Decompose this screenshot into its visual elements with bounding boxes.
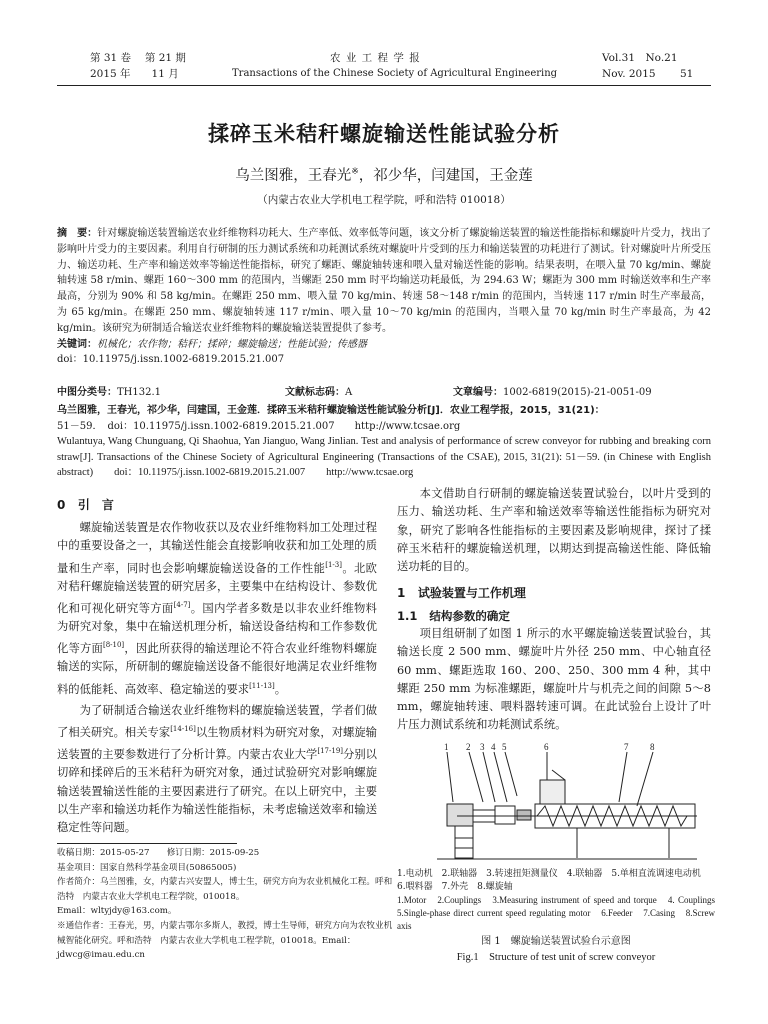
figure-1-diagram [397,740,715,862]
figure-callout-2: 2 [466,742,471,752]
citation-block [57,403,711,481]
header-year-cn: 2015 年 11 月 [90,68,179,80]
header-date-en: Nov. 2015 [602,68,656,80]
citation-en: Wulantuya, Wang Chunguang, Qi Shaohua, Yan Jianguo, Wang Jinlian. Test and analysis of performance of screw conveyor for rubbing and breaking corn straw[J]. Transactions of the Chinese Society of Agricultural Engineering (Transactions of the CSAE), 2015, 31(21): 51－59. (in Chinese with English abstract) doi：10.11975/j.issn.1002-6819.2015.21.007 http://www.tcsae.org [57,436,711,478]
figure-callout-3: 3 [480,742,485,752]
footnote-email: Email：wltyjdy@163.com。 [57,906,177,917]
intro-paragraph-1: 螺旋输送装置是农作物收获以及农业纤维物料加工处理过程中的重要设备之一，其输送性能会直接影响收获和加工处理的质量和生产率，同时也会影响螺旋输送设备的工作性能[1-3]。北欧对秸秆螺旋输送装置的研究居多，主要集中在结构设计、参数优化和可视化研究等方面[4-7]。国内学者多数是以非农业纤维物料为研究对象，集中在输送机理分析，输送设备结构和工作参数优化等方面[8-10]，因此所获得的输送理论不符合农业纤维物料螺旋输送的实际，所研制的螺旋输送设备不能很好地满足农业纤维物料的低能耗、高效率、稳定输送的要求[11-13]。 [57,521,377,696]
header-rule [57,85,711,86]
footnote-author-bio: 作者简介：乌兰图雅，女，内蒙古兴安盟人，博士生，研究方向为农业机械化工程。呼和浩特 内蒙古农业大学机电工程学院，010018。 [57,877,393,902]
article-number: 文章编号：1002-6819(2015)-21-0051-09 [453,387,652,398]
author-list: 乌兰图雅，王春光※，祁少华，闫建国，王金莲 [235,167,533,184]
keywords-label: 关键词： [57,338,97,350]
figure-legend-en: 1.Motor 2.Couplings 3.Measuring instrument of speed and torque 4. Couplings 5.Single-phase direct current speed regulating motor 6.Feeder 7.Casing 8.Screw axis [397,895,725,931]
header-journal-cn: 农 业 工 程 学 报 [330,52,421,64]
figure-callout-1: 1 [444,742,449,752]
figure-caption-en: Fig.1 Structure of test unit of screw conveyor [456,952,656,963]
figure-caption-cn: 图 1 螺旋输送装置试验台示意图 [481,936,631,947]
figure-callout-4: 4 [491,742,496,752]
figure-callout-6: 6 [544,742,549,752]
abstract-label: 摘 要： [57,228,98,239]
figure-legend-cn: 1.电动机 2.联轴器 3.转速扭矩测量仪 4.联轴器 5.单相直流调速电动机 6.喂料器 7.外壳 8.螺旋轴 [397,869,710,892]
section-0-heading: 0 引 言 [57,498,114,512]
clc-line: 中图分类号：TH132.1 [57,387,162,398]
section-1-1-paragraph: 项目组研制了如图 1 所示的水平螺旋输送装置试验台，其输送长度 2 500 mm、螺旋叶片外径 250 mm、中心轴直径 60 mm、螺距选取 160、200、250、300 mm 4 种，其中螺距 250 mm 为标准螺距，螺旋叶片与机壳之间的间隙 5～8 mm，螺旋轴转速、喂料器转速可调。在此试验台上设计了叶片压力测试系统和功耗测试系统。 [397,627,711,732]
header-volume-en: Vol.31 No.21 [602,52,678,64]
citation-cn-2: 51－59． doi：10.11975/j.issn.1002-6819.2015.21.007 http://www.tcsae.org [57,420,461,432]
page-number: 51 [680,68,694,80]
footnote-fund: 基金项目：国家自然科学基金项目(50865005) [57,862,237,873]
section-1-heading: 1 试验装置与工作机理 [397,586,526,600]
corresponding-mark: ※ [351,167,359,178]
abstract-text: 针对螺旋输送装置输送农业纤维物料功耗大、生产率低、效率低等问题，该文分析了螺旋输送装置的输送性能指标和螺旋叶片受力，找出了影响叶片受力的主要因素。利用自行研制的压力测试系统和功耗测试系统对螺旋叶片受到的压力和输送装置的功耗进行了测试。针对螺旋叶片所受压力、输送功耗、生产率和输送效率等输送性能指标，研究了螺距、螺旋轴转速和喂入量对输送性能的影响。结果表明，在喂入量 70 kg/min、螺旋轴转速 58 r/min、螺距 160～300 mm 的范围内，当螺距 250 mm 时平均输送功耗最低，为 294.63 W；螺距为 300 mm 时输送效率和生产率最高，分别为 90% 和 58 kg/min。在螺距 250 mm、喂入量 70 kg/min、转速 58～148 r/min 的范围内，当转速 117 r/min 时生产率最高，为 65 kg/min。在螺距 250 mm、螺旋轴转速 117 r/min、喂入量 10～70 kg/min 的范围内，当喂入量 70 kg/min 时生产率最高，为 42 kg/min。该研究为研制适合输送农业纤维物料的螺旋输送装置提供了参考。 [57,228,711,334]
paper-title: 揉碎玉米秸秆螺旋输送性能试验分析 [208,122,560,146]
intro-paragraph-2: 为了研制适合输送农业纤维物料的螺旋输送装置，学者们做了相关研究。相关专家[14-16]以生物质材料为研究对象，对螺旋输送装置的主要参数进行了分析计算。内蒙古农业大学[17-19]分别以切碎和揉碎后的玉米秸秆为研究对象，通过试验研究对影响螺旋输送装置输送性能的主要因素进行了研究。在以上研究中，主要以生产率和输送功耗作为输送性能指标，未考虑输送效率和输送稳定性等问题。 [57,704,377,835]
figure-callout-8: 8 [650,742,655,752]
footnotes [57,846,397,963]
footnote-rule [57,843,237,844]
doi-line: doi：10.11975/j.issn.1002-6819.2015.21.007 [57,354,285,366]
intro-paragraph-3: 本文借助自行研制的螺旋输送装置试验台，以叶片受到的压力、输送功耗、生产率和输送效率等输送性能指标为研究对象，研究了影响各性能指标的主要因素及影响规律，探讨了揉碎玉米秸秆的螺旋输送机理，以期达到提高输送性能、降低输送功耗的目的。 [397,487,711,574]
affiliation: （内蒙古农业大学机电工程学院，呼和浩特 010018） [257,194,511,206]
doc-code: 文献标志码：A [285,387,353,398]
footnote-received: 收稿日期：2015-05-27 修订日期：2015-09-25 [57,848,260,858]
keywords-text: 机械化；农作物；秸秆；揉碎；螺旋输送；性能试验；传感器 [97,338,367,350]
header-journal-en: Transactions of the Chinese Society of Agricultural Engineering [232,68,558,79]
citation-cn-1: 乌兰图雅，王春光，祁少华，闫建国，王金莲．揉碎玉米秸秆螺旋输送性能试验分析[J]．农业工程学报，2015，31(21)： [57,405,605,416]
figure-callout-7: 7 [624,742,629,752]
abstract [57,226,711,368]
footnote-corresponding: ※通信作者：王春光，男，内蒙古鄂尔多斯人，教授，博士生导师，研究方向为农牧业机械智能化研究。呼和浩特 内蒙古农业大学机电工程学院，010018。Email：jdwcg@imau.edu.cn [57,920,393,961]
section-1-1-heading: 1.1 结构参数的确定 [397,609,510,623]
figure-callout-5: 5 [502,742,507,752]
header-volume-cn: 第 31 卷 第 21 期 [90,52,186,64]
